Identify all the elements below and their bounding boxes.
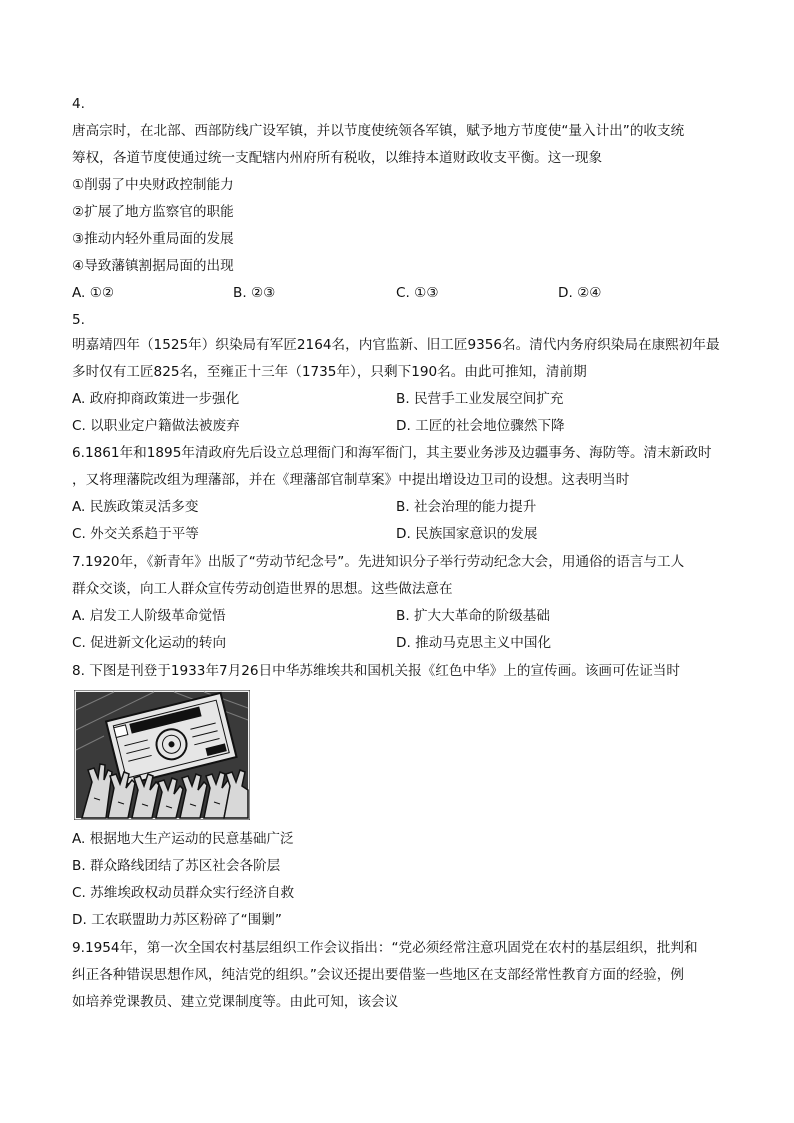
q4-item-4: ④导致藩镇割据局面的出现 [72,258,234,274]
q8-stem-line-1: 8. 下图是刊登于1933年7月26日中华苏维埃共和国机关报《红色中华》上的宣传画。该画可佐证当时 [72,663,680,679]
propaganda-poster-image [74,690,250,820]
q5-stem-line-2: 多时仅有工匠825名，至雍正十三年（1735年），只剩下190名。由此可推知，清前期 [72,364,587,380]
q6-option-a: A. 民族政策灵活多变 [72,499,199,515]
q4-stem-line-2: 筹权，各道节度使通过统一支配辖内州府所有税收，以维持本道财政收支平衡。这一现象 [72,150,603,166]
q7-stem-line-2: 群众交谈，向工人群众宣传劳动创造世界的思想。这些做法意在 [72,581,453,597]
q7-option-a: A. 启发工人阶级革命觉悟 [72,608,226,624]
q4-option-b: B. ②③ [233,285,276,301]
q7-stem-line-1: 7.1920年，《新青年》出版了“劳动节纪念号”。先进知识分子举行劳动纪念大会，用通俗的语言与工人 [72,554,685,570]
q5-option-c: C. 以职业定户籍做法被废弃 [72,418,240,434]
q4-item-3: ③推动内轻外重局面的发展 [72,231,234,247]
q7-option-b: B. 扩大大革命的阶级基础 [396,608,550,624]
q5-number: 5. [72,312,85,328]
q6-stem-line-2: ，又将理藩院改组为理藩部，并在《理藩部官制草案》中提出增设边卫司的设想。这表明当时 [72,472,630,488]
q6-option-b: B. 社会治理的能力提升 [396,499,537,515]
q9-stem-line-2: 纠正各种错误思想作风，纯洁党的组织。”会议还提出要借鉴一些地区在支部经常性教育方面的经验，例 [72,967,684,983]
q8-option-b: B. 群众路线团结了苏区社会各阶层 [72,858,281,874]
q5-option-d: D. 工匠的社会地位骤然下降 [396,418,565,434]
q4-option-c: C. ①③ [396,285,439,301]
q6-stem-line-1: 6.1861年和1895年清政府先后设立总理衙门和海军衙门，其主要业务涉及边疆事务、海防等。清末新政时 [72,445,712,461]
q4-item-2: ②扩展了地方监察官的职能 [72,204,234,220]
q9-stem-line-3: 如培养党课教员、建立党课制度等。由此可知，该会议 [72,994,399,1010]
q6-option-c: C. 外交关系趋于平等 [72,526,199,542]
q8-option-d: D. 工农联盟助力苏区粉碎了“围剿” [72,912,282,928]
q5-stem-line-1: 明嘉靖四年（1525年）织染局有军匠2164名，内官监新、旧工匠9356名。清代内务府织染局在康熙初年最 [72,337,720,353]
q8-option-c: C. 苏维埃政权动员群众实行经济自救 [72,885,295,901]
q9-stem-line-1: 9.1954年，第一次全国农村基层组织工作会议指出：“党必须经常注意巩固党在农村的基层组织，批判和 [72,940,698,956]
q4-stem-line-1: 唐高宗时，在北部、西部防线广设军镇，并以节度使统领各军镇，赋予地方节度使“量入计出”的收支统 [72,123,685,139]
q4-item-1: ①削弱了中央财政控制能力 [72,177,234,193]
q5-option-b: B. 民营手工业发展空间扩充 [396,391,564,407]
q8-option-a: A. 根据地大生产运动的民意基础广泛 [72,831,294,847]
q4-option-a: A. ①② [72,285,115,301]
q4-option-d: D. ②④ [558,285,602,301]
q4-number: 4. [72,96,85,112]
q7-option-d: D. 推动马克思主义中国化 [396,635,552,651]
q7-option-c: C. 促进新文化运动的转向 [72,635,227,651]
q5-option-a: A. 政府抑商政策进一步强化 [72,391,240,407]
q6-option-d: D. 民族国家意识的发展 [396,526,538,542]
